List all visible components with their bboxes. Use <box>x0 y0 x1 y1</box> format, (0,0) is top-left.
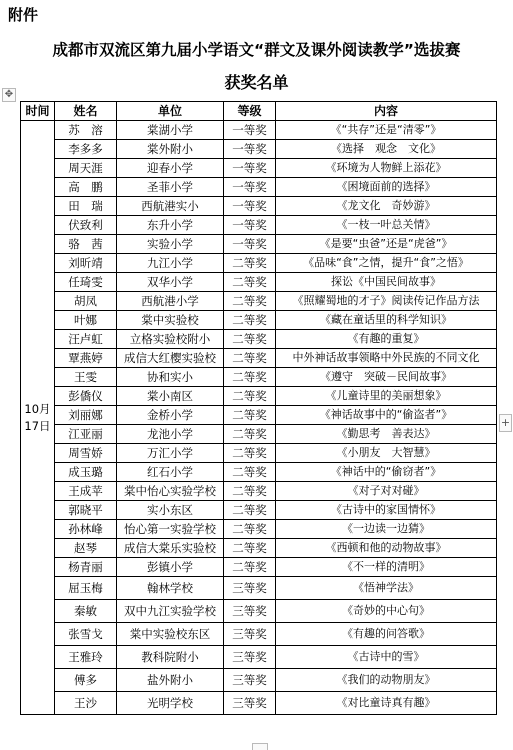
content-cell: 《古诗中的雪》 <box>276 646 497 669</box>
content-cell: 《环境为人物鲜上添花》 <box>276 159 497 178</box>
unit-cell: 圣菲小学 <box>117 178 224 197</box>
column-header-grade: 等级 <box>224 102 276 121</box>
table-row <box>21 425 497 444</box>
name-cell: 傅多 <box>55 669 117 692</box>
name-cell: 刘丽娜 <box>55 406 117 425</box>
name-cell: 屈玉梅 <box>55 577 117 600</box>
grade-cell: 一等奖 <box>224 159 276 178</box>
grade-cell: 三等奖 <box>224 646 276 669</box>
name-cell: 苏 溶 <box>55 121 117 140</box>
grade-cell: 二等奖 <box>224 254 276 273</box>
unit-cell: 成信大红樱实验校 <box>117 349 224 368</box>
content-cell: 《小朋友 大智慧》 <box>276 444 497 463</box>
table-row <box>21 387 497 406</box>
name-cell: 高 鹏 <box>55 178 117 197</box>
table-row <box>21 600 497 623</box>
grade-cell: 一等奖 <box>224 178 276 197</box>
content-cell: 《藏在童话里的科学知识》 <box>276 311 497 330</box>
grade-cell: 二等奖 <box>224 292 276 311</box>
grade-cell: 二等奖 <box>224 273 276 292</box>
name-cell: 孙林峰 <box>55 520 117 539</box>
grade-cell: 三等奖 <box>224 623 276 646</box>
date-cell <box>21 121 55 715</box>
name-cell: 王成苹 <box>55 482 117 501</box>
content-cell: 《奇妙的中心句》 <box>276 600 497 623</box>
content-cell: 《龙文化 奇妙游》 <box>276 197 497 216</box>
content-cell: 《一边读一边猜》 <box>276 520 497 539</box>
unit-cell: 光明学校 <box>117 692 224 715</box>
unit-cell: 迎春小学 <box>117 159 224 178</box>
unit-cell: 彭镇小学 <box>117 558 224 577</box>
table-row <box>21 121 497 140</box>
name-cell: 任琦雯 <box>55 273 117 292</box>
unit-cell: 棠中实验校东区 <box>117 623 224 646</box>
grade-cell: 二等奖 <box>224 311 276 330</box>
unit-cell: 棠小南区 <box>117 387 224 406</box>
grade-cell: 二等奖 <box>224 482 276 501</box>
content-cell: 《遵守 突破－民间故事》 <box>276 368 497 387</box>
table-row <box>21 197 497 216</box>
table-row <box>21 558 497 577</box>
table-row <box>21 235 497 254</box>
content-cell: 《儿童诗里的美丽想象》 <box>276 387 497 406</box>
name-cell: 王雅玲 <box>55 646 117 669</box>
unit-cell: 棠外附小 <box>117 140 224 159</box>
unit-cell: 棠中怡心实验学校 <box>117 482 224 501</box>
table-row <box>21 254 497 273</box>
unit-cell: 成信大棠乐实验校 <box>117 539 224 558</box>
unit-cell: 棠湖小学 <box>117 121 224 140</box>
unit-cell: 实验小学 <box>117 235 224 254</box>
grade-cell: 二等奖 <box>224 520 276 539</box>
content-cell: 《一枝一叶总关情》 <box>276 216 497 235</box>
grade-cell: 二等奖 <box>224 444 276 463</box>
unit-cell: 龙池小学 <box>117 425 224 444</box>
unit-cell: 金桥小学 <box>117 406 224 425</box>
column-header-name: 姓名 <box>55 102 117 121</box>
content-cell: 《照耀蜀地的才子》阅读传记作品方法 <box>276 292 497 311</box>
unit-cell: 九江小学 <box>117 254 224 273</box>
grade-cell: 二等奖 <box>224 425 276 444</box>
awards-table <box>20 101 497 715</box>
name-cell: 汪卢虹 <box>55 330 117 349</box>
grade-cell: 一等奖 <box>224 140 276 159</box>
unit-cell: 双中九江实验学校 <box>117 600 224 623</box>
content-cell: 《神话故事中的“偷盗者”》 <box>276 406 497 425</box>
name-cell: 周天涯 <box>55 159 117 178</box>
name-cell: 周雪娇 <box>55 444 117 463</box>
table-row <box>21 159 497 178</box>
name-cell: 王雯 <box>55 368 117 387</box>
table-row <box>21 444 497 463</box>
add-column-icon[interactable]: + <box>499 414 512 432</box>
name-cell: 田 瑞 <box>55 197 117 216</box>
content-cell: 《古诗中的家国情怀》 <box>276 501 497 520</box>
name-cell: 王沙 <box>55 692 117 715</box>
unit-cell: 协和实小 <box>117 368 224 387</box>
unit-cell: 西航港实小 <box>117 197 224 216</box>
name-cell: 江亚丽 <box>55 425 117 444</box>
table-row <box>21 311 497 330</box>
document-title: 成都市双流区第九届小学语文“群文及课外阅读教学”选拔赛 <box>52 41 461 59</box>
content-cell: 《有趣的问答歌》 <box>276 623 497 646</box>
name-cell: 李多多 <box>55 140 117 159</box>
content-cell: 《不一样的清明》 <box>276 558 497 577</box>
table-row <box>21 330 497 349</box>
grade-cell: 三等奖 <box>224 577 276 600</box>
table-row <box>21 292 497 311</box>
table-row <box>21 349 497 368</box>
content-cell: 探讼《中国民间故事》 <box>276 273 497 292</box>
unit-cell: 翰林学校 <box>117 577 224 600</box>
content-cell: 《品味“食”之情，提升“食”之悟》 <box>276 254 497 273</box>
table-row <box>21 368 497 387</box>
unit-cell: 盐外附小 <box>117 669 224 692</box>
unit-cell: 立格实验校附小 <box>117 330 224 349</box>
unit-cell: 实小东区 <box>117 501 224 520</box>
unit-cell: 棠中实验校 <box>117 311 224 330</box>
unit-cell: 怡心第一实验学校 <box>117 520 224 539</box>
table-row <box>21 501 497 520</box>
content-cell: 《选择 观念 文化》 <box>276 140 497 159</box>
table-row <box>21 140 497 159</box>
column-header-unit: 单位 <box>117 102 224 121</box>
content-cell: 中外神话故事领略中外民族的不同文化 <box>276 349 497 368</box>
grade-cell: 二等奖 <box>224 368 276 387</box>
table-row <box>21 216 497 235</box>
grade-cell: 二等奖 <box>224 330 276 349</box>
grade-cell: 二等奖 <box>224 539 276 558</box>
grade-cell: 一等奖 <box>224 121 276 140</box>
column-header-content: 内容 <box>276 102 497 121</box>
table-row <box>21 577 497 600</box>
awards-table-body <box>21 121 497 715</box>
name-cell: 杨青丽 <box>55 558 117 577</box>
attachment-label: 附件 <box>8 6 39 24</box>
grade-cell: 二等奖 <box>224 558 276 577</box>
table-row <box>21 520 497 539</box>
date-day: 17日 <box>24 418 51 433</box>
content-cell: 《勤思考 善表达》 <box>276 425 497 444</box>
name-cell: 秦敏 <box>55 600 117 623</box>
document-subtitle: 获奖名单 <box>224 73 289 92</box>
grade-cell: 二等奖 <box>224 349 276 368</box>
grade-cell: 一等奖 <box>224 197 276 216</box>
column-header-time: 时间 <box>21 102 55 121</box>
date-month: 10月 <box>24 401 51 416</box>
table-row <box>21 178 497 197</box>
name-cell: 伏致利 <box>55 216 117 235</box>
name-cell: 刘昕靖 <box>55 254 117 273</box>
content-cell: 《神话中的“偷窃者”》 <box>276 463 497 482</box>
content-cell: 《困境面前的选择》 <box>276 178 497 197</box>
table-row <box>21 539 497 558</box>
name-cell: 胡凤 <box>55 292 117 311</box>
content-cell: 《“共存”还是“清零”》 <box>276 121 497 140</box>
grade-cell: 一等奖 <box>224 235 276 254</box>
table-header-row <box>21 102 497 121</box>
unit-cell: 双华小学 <box>117 273 224 292</box>
content-cell: 《对子对对碰》 <box>276 482 497 501</box>
name-cell: 覃燕婷 <box>55 349 117 368</box>
name-cell: 骆 茜 <box>55 235 117 254</box>
name-cell: 叶娜 <box>55 311 117 330</box>
content-cell: 《有趣的重复》 <box>276 330 497 349</box>
grade-cell: 三等奖 <box>224 669 276 692</box>
table-move-handle-icon[interactable]: ✥ <box>2 88 16 102</box>
content-cell: 《是要“虫爸”还是“虎爸”》 <box>276 235 497 254</box>
unit-cell: 东升小学 <box>117 216 224 235</box>
table-row <box>21 482 497 501</box>
table-row <box>21 273 497 292</box>
name-cell: 张雪戈 <box>55 623 117 646</box>
unit-cell: 西航港小学 <box>117 292 224 311</box>
grade-cell: 三等奖 <box>224 692 276 715</box>
grade-cell: 二等奖 <box>224 387 276 406</box>
grade-cell: 二等奖 <box>224 463 276 482</box>
table-row <box>21 692 497 715</box>
unit-cell: 教科院附小 <box>117 646 224 669</box>
name-cell: 郭晓平 <box>55 501 117 520</box>
grade-cell: 二等奖 <box>224 406 276 425</box>
content-cell: 《对比童诗真有趣》 <box>276 692 497 715</box>
table-row <box>21 623 497 646</box>
grade-cell: 一等奖 <box>224 216 276 235</box>
name-cell: 成玉璐 <box>55 463 117 482</box>
unit-cell: 万汇小学 <box>117 444 224 463</box>
unit-cell: 红石小学 <box>117 463 224 482</box>
content-cell: 《悟神学法》 <box>276 577 497 600</box>
name-cell: 赵琴 <box>55 539 117 558</box>
table-row <box>21 463 497 482</box>
grade-cell: 三等奖 <box>224 600 276 623</box>
content-cell: 《我们的动物朋友》 <box>276 669 497 692</box>
grade-cell: 二等奖 <box>224 501 276 520</box>
table-row <box>21 406 497 425</box>
table-row <box>21 646 497 669</box>
name-cell: 彭僑仪 <box>55 387 117 406</box>
content-cell: 《西顿和他的动物故事》 <box>276 539 497 558</box>
table-row <box>21 669 497 692</box>
